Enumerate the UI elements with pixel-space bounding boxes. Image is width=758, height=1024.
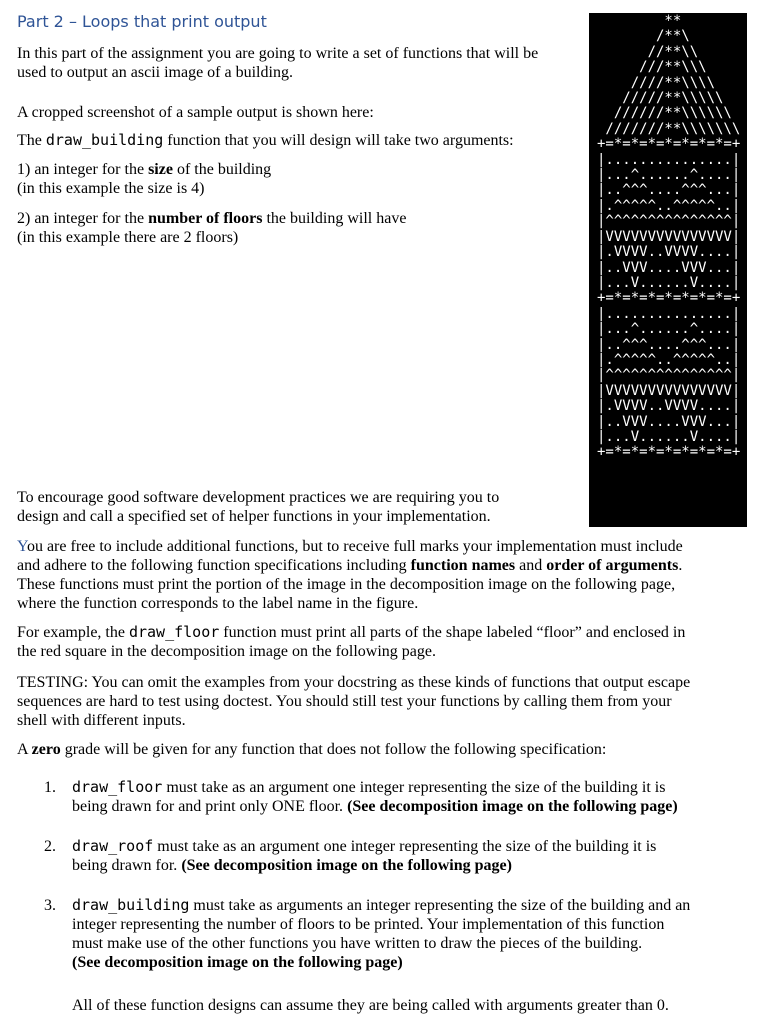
text: . — [678, 557, 683, 574]
arg-example: (in this example there are 2 floors) — [17, 229, 239, 246]
testing-paragraph — [17, 673, 747, 730]
text: grade will be given for any function that does not follow the following specification: — [60, 741, 607, 758]
text-line: where the function corresponds to the label name in the figure. — [17, 595, 419, 612]
text: must take as an argument one integer representing the size of the building it is — [162, 779, 666, 796]
text: must take as an argument one integer representing the size of the building it is — [153, 838, 657, 855]
text: of the building — [172, 161, 272, 178]
text: and adhere to the following function specifications including — [17, 557, 411, 574]
bold-term: order of arguments — [546, 557, 679, 574]
text-line: TESTING: You can omit the examples from your docstring as these kinds of functions that output escape — [17, 674, 691, 691]
function-name-code: draw_building — [45, 131, 164, 149]
text: 2) an integer for the — [17, 210, 149, 227]
arg-example: (in this example the size is 4) — [17, 180, 205, 197]
text: must take as arguments an integer representing the size of the building and an — [189, 897, 691, 914]
text-line: must make use of the other functions you have written to draw the pieces of the building. — [72, 935, 643, 952]
bold-term: size — [148, 161, 173, 178]
text: A — [17, 741, 32, 758]
text: the building will have — [262, 210, 407, 227]
closing-note: All of these function designs can assume they are being called with arguments greater than 0. — [72, 997, 669, 1014]
bold-note: (See decomposition image on the following page) — [181, 857, 512, 874]
text: For example, the — [17, 624, 129, 641]
encourage-paragraph — [17, 488, 582, 526]
intro-line: used to output an ascii image of a building. — [17, 64, 293, 81]
text-line: the red square in the decomposition image on the following page. — [17, 643, 436, 660]
bold-term: number of floors — [148, 210, 263, 227]
cropped-note: A cropped screenshot of a sample output is shown here: — [17, 104, 374, 121]
text: The — [17, 132, 46, 149]
text-line: design and call a specified set of helper functions in your implementation. — [17, 508, 491, 525]
list-number: 2. — [44, 838, 56, 855]
bold-note: (See decomposition image on the following page) — [347, 798, 678, 815]
text-line: shell with different inputs. — [17, 712, 186, 729]
args-intro — [17, 131, 514, 150]
text: Y — [17, 538, 27, 555]
text: function that you will design will take two arguments: — [163, 132, 514, 149]
bold-note: (See decomposition image on the following page) — [72, 954, 403, 971]
bold-term: function names — [410, 557, 516, 574]
list-number: 3. — [44, 897, 56, 914]
arg-1 — [17, 160, 271, 198]
arg-2 — [17, 209, 406, 247]
text: 1) an integer for the — [17, 161, 149, 178]
text: ou are free to include additional functions, but to receive full marks your implementation must include — [26, 538, 683, 555]
text-line: sequences are hard to test using doctest. You should still test your functions by calling them from your — [17, 693, 672, 710]
zero-grade-note — [17, 740, 606, 759]
free-functions-paragraph — [17, 537, 747, 613]
function-name-code: draw_floor — [72, 778, 163, 796]
text-line: integer representing the number of floors to be printed. Your implementation of this function — [72, 916, 665, 933]
text: function must print all parts of the shape labeled “floor” and enclosed in — [219, 624, 686, 641]
text: and — [515, 557, 547, 574]
part-title: Part 2 – Loops that print output — [17, 12, 267, 31]
intro-line: In this part of the assignment you are going to write a set of functions that will be — [17, 45, 539, 62]
function-name-code: draw_roof — [72, 837, 154, 855]
text: being drawn for and print only ONE floor. — [72, 798, 348, 815]
function-name-code: draw_floor — [128, 623, 220, 641]
text-line: These functions must print the portion of the image in the decomposition image on the following page, — [17, 576, 676, 593]
example-paragraph — [17, 623, 747, 661]
bold-term: zero — [31, 741, 61, 758]
text: being drawn for. — [72, 857, 182, 874]
function-name-code: draw_building — [72, 896, 190, 914]
ascii-building-sample-output: ** /**\ //**\\ ///**\\\ ////**\\\\ /////**\\\\\ //////**\\\\\\ ///////**\\\\\\\ +=*=*=*=*=*=*=*=+ |...............| |...^......^....| |..^^^....^^^...| |.^^^^^..^^^^^..| |^^^^^^^^^^^^^^^| |VVVVVVVVVVVVVVV| |.VVVV..VVVV....| |..VVV....VVV...| |...V......V....| +=*=*=*=*=*=*=*=+ |...............| |...^......^....| |..^^^....^^^...| |.^^^^^..^^^^^..| |^^^^^^^^^^^^^^^| |VVVVVVVVVVVVVVV| |.VVVV..VVVV....| |..VVV....VVV...| |...V......V....| +=*=*=*=*=*=*=*=+ — [589, 13, 747, 527]
text-line: To encourage good software development practices we are requiring you to — [17, 489, 500, 506]
intro-paragraph — [17, 44, 577, 82]
list-number: 1. — [44, 779, 56, 796]
